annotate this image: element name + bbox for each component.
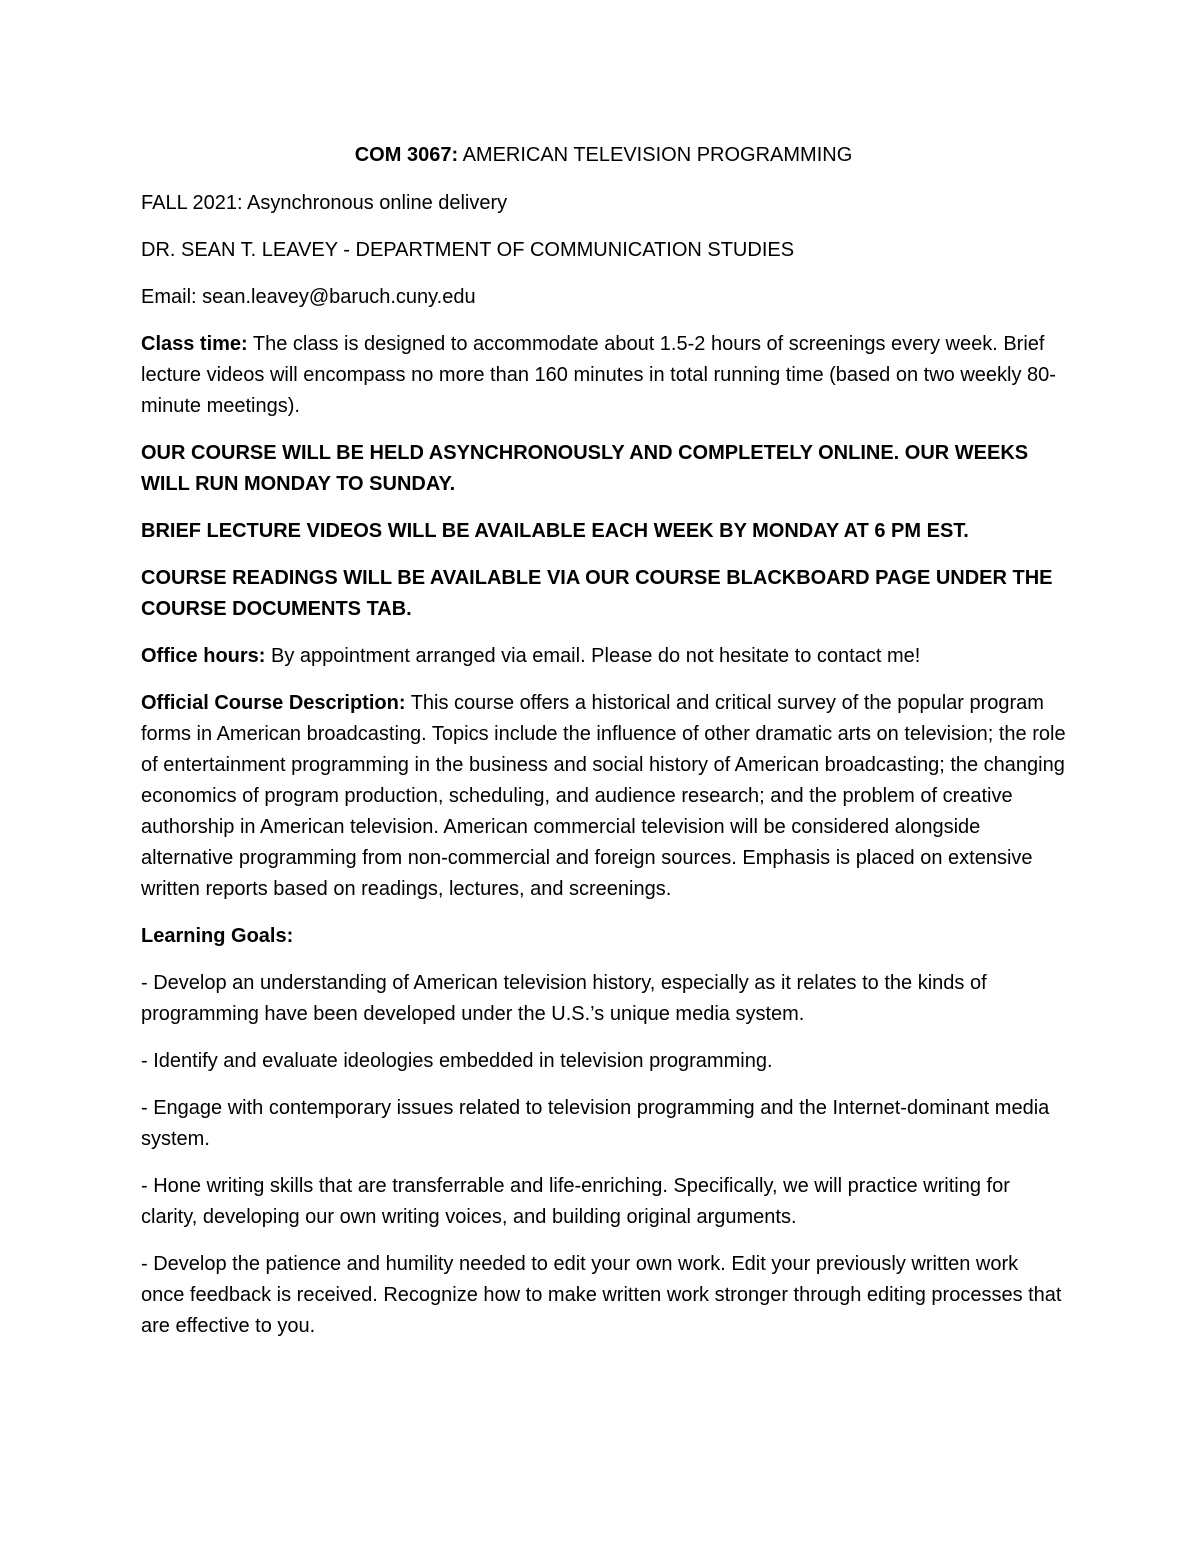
course-description-label: Official Course Description: [141,692,406,714]
course-description-text: This course offers a historical and critical survey of the popular program forms in American broadcasting. Topics include the influence of other dramatic arts on television; the role of entertainment programming in the business and social history of American broadcasting; the changing economics of program production, scheduling, and audience research; and the problem of creative authorship in American television. American commercial television will be considered alongside alternative programming from non-commercial and foreign sources. Emphasis is placed on extensive written reports based on readings, lectures, and screenings. [141,692,1066,900]
email-line: Email: sean.leavey@baruch.cuny.edu [141,286,476,308]
course-description-paragraph [141,688,1066,905]
class-time-label: Class time: [141,333,248,355]
syllabus-content [141,140,1066,1358]
learning-goal-item: - Engage with contemporary issues related to television programming and the Internet-dominant media system. [141,1097,1050,1150]
office-hours-label: Office hours: [141,645,266,667]
course-name: AMERICAN TELEVISION PROGRAMMING [458,144,853,166]
office-hours-text: By appointment arranged via email. Please do not hesitate to contact me! [265,645,921,667]
learning-goal-item: - Develop an understanding of American television history, especially as it relates to the kinds of programming have been developed under the U.S.’s unique media system. [141,972,987,1025]
notice-readings: COURSE READINGS WILL BE AVAILABLE VIA OUR COURSE BLACKBOARD PAGE UNDER THE COURSE DOCUMENTS TAB. [141,567,1053,620]
notice-lecture-videos: BRIEF LECTURE VIDEOS WILL BE AVAILABLE EACH WEEK BY MONDAY AT 6 PM EST. [141,520,969,542]
learning-goal-item: - Develop the patience and humility needed to edit your own work. Edit your previously written work once feedback is received. Recognize how to make written work stronger through editing processes that are effective to you. [141,1253,1062,1337]
class-time-paragraph [141,329,1066,422]
office-hours-paragraph [141,641,1066,672]
course-code: COM 3067: [354,144,459,166]
learning-goal-item: - Identify and evaluate ideologies embedded in television programming. [141,1050,773,1072]
learning-goal-item: - Hone writing skills that are transferrable and life-enriching. Specifically, we will practice writing for clarity, developing our own writing voices, and building original arguments. [141,1175,1010,1228]
instructor-line: DR. SEAN T. LEAVEY - DEPARTMENT OF COMMUNICATION STUDIES [141,239,795,261]
class-time-text: The class is designed to accommodate about 1.5-2 hours of screenings every week. Brief lecture videos will encompass no more than 160 minutes in total running time (based on two weekly 80-minute meetings). [141,333,1056,417]
learning-goals-heading: Learning Goals: [141,925,294,947]
notice-online: OUR COURSE WILL BE HELD ASYNCHRONOUSLY AND COMPLETELY ONLINE. OUR WEEKS WILL RUN MONDAY TO SUNDAY. [141,442,1029,495]
term-line: FALL 2021: Asynchronous online delivery [141,192,508,214]
course-title [141,140,1066,171]
